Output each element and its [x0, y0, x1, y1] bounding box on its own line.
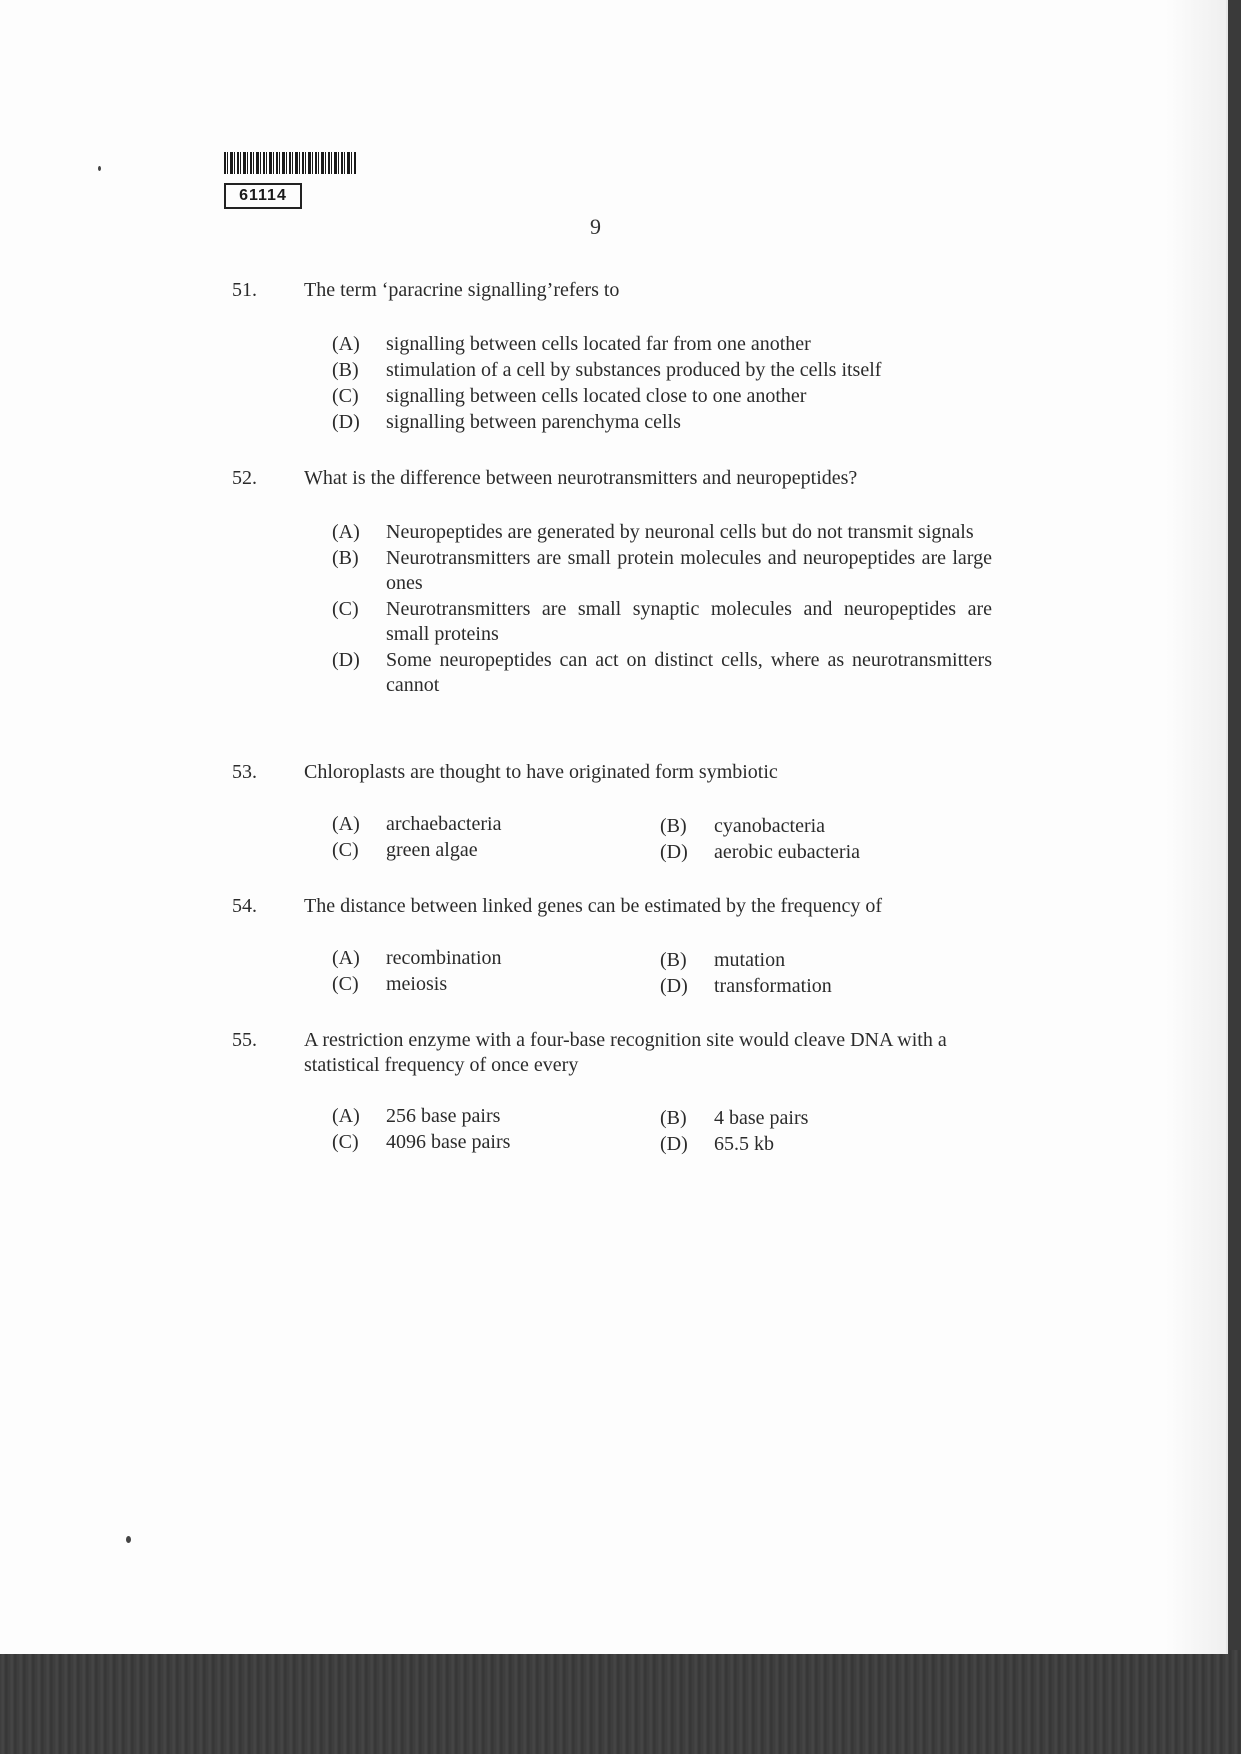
page-number: 9: [590, 214, 601, 239]
question-number: 53.: [232, 761, 257, 783]
option-label: (A): [332, 521, 360, 543]
option-d: [660, 1132, 980, 1157]
option-label: (D): [332, 649, 360, 671]
scanner-background: [0, 1650, 1241, 1754]
question-stem: The term ‘paracrine signalling’refers to: [304, 279, 620, 301]
option-text: Neuropeptides are generated by neuronal cells but do not transmit signals: [386, 521, 974, 543]
option-c: [332, 972, 652, 997]
option-text: stimulation of a cell by substances produced by the cells itself: [386, 359, 882, 381]
option-d: [660, 840, 980, 865]
option-label: (B): [660, 949, 687, 971]
option-b: [660, 814, 980, 839]
question-number: 54.: [232, 895, 257, 917]
option-label: (B): [332, 547, 359, 569]
option-label: (C): [332, 385, 359, 407]
option-label: (A): [332, 333, 360, 355]
option-text: aerobic eubacteria: [714, 841, 861, 863]
option-text: transformation: [714, 975, 832, 997]
option-text: mutation: [714, 949, 786, 971]
option-d: [332, 410, 992, 435]
question-stem: A restriction enzyme with a four-base recognition site would cleave DNA with a statistical frequency of once every: [304, 1029, 947, 1076]
option-b: [660, 1106, 980, 1131]
option-text: archaebacteria: [386, 813, 502, 835]
option-label: (D): [332, 411, 360, 433]
options-list: [332, 520, 992, 699]
question-stem: Chloroplasts are thought to have originated form symbiotic: [304, 761, 778, 783]
option-a: [332, 946, 652, 971]
option-a: [332, 520, 992, 545]
option-text: signalling between cells located far from one another: [386, 333, 811, 355]
option-label: (D): [660, 1133, 688, 1155]
option-text: 4096 base pairs: [386, 1131, 511, 1153]
option-a: [332, 812, 652, 837]
option-b: [332, 546, 992, 596]
question-number: 52.: [232, 467, 257, 489]
option-label: (C): [332, 598, 359, 620]
option-text: cyanobacteria: [714, 815, 826, 837]
paper-code-box: 61114: [224, 183, 302, 209]
question-number: 55.: [232, 1029, 257, 1051]
option-text: 4 base pairs: [714, 1107, 809, 1129]
option-c: [332, 1130, 652, 1155]
option-text: green algae: [386, 839, 478, 861]
option-label: (C): [332, 1131, 359, 1153]
option-label: (C): [332, 973, 359, 995]
question-stem: The distance between linked genes can be estimated by the frequency of: [304, 895, 883, 917]
option-d: [332, 648, 992, 698]
scan-speck: [98, 166, 101, 171]
options-list: [332, 332, 992, 436]
option-text: 256 base pairs: [386, 1105, 501, 1127]
question-number: 51.: [232, 279, 257, 301]
option-b: [660, 948, 980, 973]
option-c: [332, 597, 992, 647]
option-c: [332, 838, 652, 863]
barcode: [224, 152, 356, 174]
scan-speck: [126, 1536, 131, 1543]
option-label: (A): [332, 813, 360, 835]
option-text: signalling between parenchyma cells: [386, 411, 681, 433]
option-a: [332, 1104, 652, 1129]
option-text: Some neuropeptides can act on distinct cells, where as neurotransmitters cannot: [386, 649, 992, 696]
option-text: 65.5 kb: [714, 1133, 774, 1155]
option-text: Neurotransmitters are small synaptic molecules and neuropeptides are small proteins: [386, 598, 992, 645]
option-label: (D): [660, 975, 688, 997]
option-label: (C): [332, 839, 359, 861]
option-text: recombination: [386, 947, 502, 969]
option-label: (A): [332, 947, 360, 969]
option-b: [332, 358, 992, 383]
option-a: [332, 332, 992, 357]
option-text: meiosis: [386, 973, 448, 995]
option-label: (B): [660, 815, 687, 837]
option-label: (D): [660, 841, 688, 863]
option-text: signalling between cells located close to one another: [386, 385, 807, 407]
option-c: [332, 384, 992, 409]
option-d: [660, 974, 980, 999]
question-stem: What is the difference between neurotransmitters and neuropeptides?: [304, 467, 858, 489]
option-label: (A): [332, 1105, 360, 1127]
option-text: Neurotransmitters are small protein molecules and neuropeptides are large ones: [386, 547, 992, 594]
option-label: (B): [660, 1107, 687, 1129]
option-label: (B): [332, 359, 359, 381]
